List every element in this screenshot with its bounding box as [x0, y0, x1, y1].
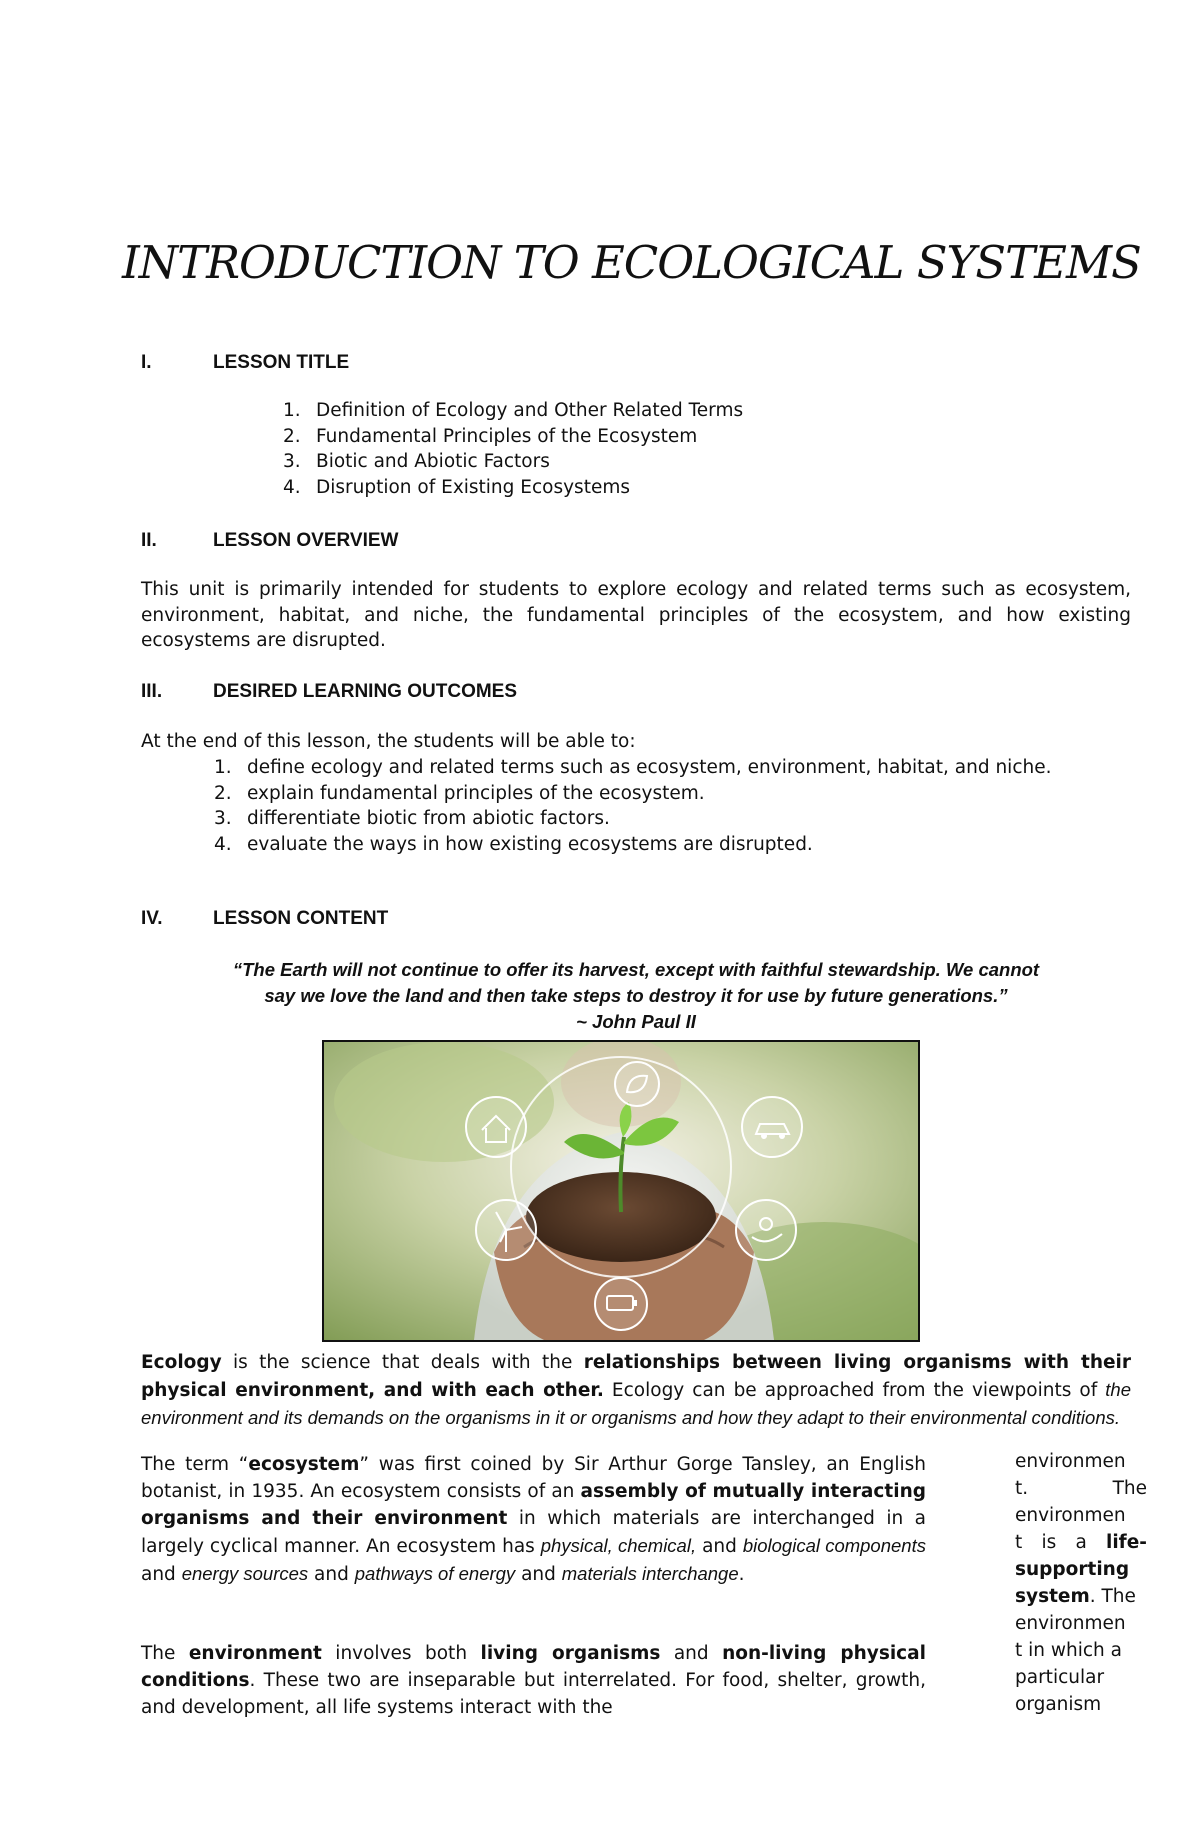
quote-line: say we love the land and then take steps to destroy it for use by future generations.”	[264, 985, 1008, 1006]
term-ecosystem: ecosystem	[248, 1454, 360, 1475]
section-heading-learning-outcomes	[141, 681, 517, 703]
section-number: III.	[141, 681, 163, 702]
list-item: 4. Disruption of Existing Ecosystems	[283, 476, 630, 498]
battery-icon	[595, 1278, 647, 1330]
car-icon	[742, 1097, 802, 1157]
list-item: 1. define ecology and related terms such as ecosystem, environment, habitat, and niche.	[214, 757, 1052, 778]
quote-block	[141, 957, 1131, 1035]
quote-author: ~ John Paul II	[576, 1011, 696, 1032]
outcomes-list	[214, 755, 1127, 857]
hands-seedling-photo	[322, 1040, 920, 1342]
term-ecology: Ecology	[141, 1352, 222, 1373]
section-label: LESSON TITLE	[213, 352, 350, 373]
section-number: I.	[141, 352, 152, 373]
section-number: II.	[141, 530, 157, 551]
list-item: 3. Biotic and Abiotic Factors	[283, 451, 550, 472]
side-column-text: environmen t. The environmen t is a life- supporting system. The environmen t in which a particular organism	[1015, 1451, 1147, 1715]
list-item: 4. evaluate the ways in how existing ecosystems are disrupted.	[214, 833, 813, 855]
wind-turbine-icon	[476, 1200, 536, 1260]
section-number: IV.	[141, 908, 163, 929]
environment-paragraph: The environment involves both living organisms and non-living physical conditions. These two are inseparable but interrelated. For food, shelter, growth, and development, all life systems interact with the	[141, 1643, 926, 1718]
ecosystem-paragraph: The term “ecosystem” was first coined by Sir Arthur Gorge Tansley, an English botanist, in 1935. An ecosystem consists of an assembly of mutually interacting organisms and their environment in which materials are interchanged in a largely cyclical manner. An ecosystem has physical, chemical, and biological components and energy sources and pathways of energy and materials interchange.	[141, 1454, 927, 1585]
quote-line: “The Earth will not continue to offer its harvest, except with faithful stewardship. We cannot	[232, 959, 1040, 980]
recycle-hand-icon	[736, 1200, 796, 1260]
list-item: 2. explain fundamental principles of the ecosystem.	[214, 782, 705, 804]
term-environment: environment	[188, 1643, 322, 1664]
house-icon	[466, 1097, 526, 1157]
lesson-title-list	[283, 398, 744, 500]
section-heading-lesson-content	[141, 908, 388, 930]
section-label: DESIRED LEARNING OUTCOMES	[213, 681, 518, 702]
overview-paragraph: This unit is primarily intended for students to explore ecology and related terms such as ecosystem, environment, habitat, and niche, the fundamental principles of the ecosystem, and how existing ecosystems are disrupted.	[141, 579, 1131, 651]
section-heading-lesson-overview	[141, 530, 398, 552]
section-label: LESSON OVERVIEW	[213, 530, 399, 551]
section-heading-lesson-title	[141, 352, 349, 374]
leaf-icon	[615, 1062, 659, 1106]
page-title: INTRODUCTION TO ECOLOGICAL SYSTEMS	[122, 236, 1141, 289]
list-item: 1. Definition of Ecology and Other Related Terms	[283, 400, 744, 421]
outcomes-intro: At the end of this lesson, the students will be able to:	[141, 731, 636, 752]
list-item: 2. Fundamental Principles of the Ecosystem	[283, 425, 698, 447]
ecology-paragraph: Ecology is the science that deals with the relationships between living organisms with their physical environment, and with each other. Ecology can be approached from the viewpoints of the environment and its demands on the organisms in it or organisms and how they adapt to their environmental conditions.	[141, 1352, 1132, 1428]
section-label: LESSON CONTENT	[213, 908, 389, 929]
list-item: 3. differentiate biotic from abiotic factors.	[214, 808, 610, 829]
